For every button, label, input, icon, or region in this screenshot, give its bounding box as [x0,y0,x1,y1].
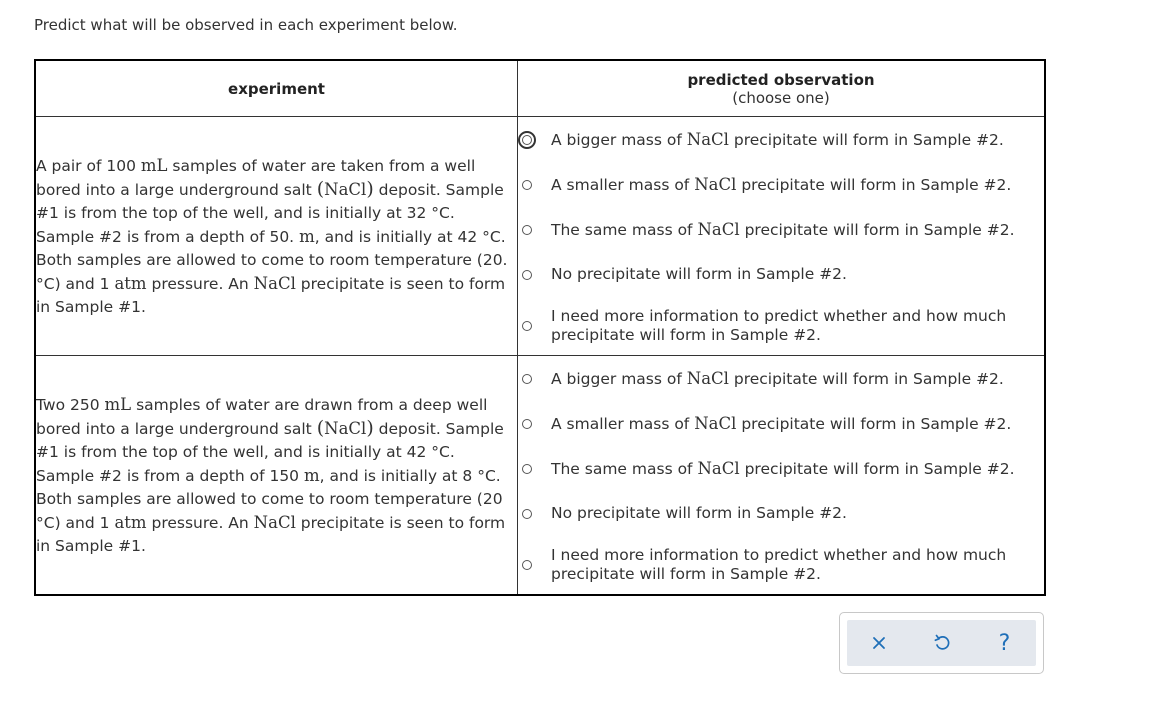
header-observation-subtitle: (choose one) [732,88,830,107]
paren-left: ( [316,416,325,439]
experiment-description-1 [35,117,518,356]
desc-text: pressure. An [151,513,249,532]
radio-button[interactable] [522,374,532,384]
option-label: A smaller mass of NaCl precipitate will form in Sample #2. [551,174,1012,194]
chem-nacl: NaCl [324,179,367,199]
radio-button[interactable] [522,509,532,519]
chem-nacl: NaCl [253,273,296,293]
radio-button[interactable] [522,180,532,190]
experiment-row-2 [35,356,1045,596]
answer-toolbar [839,612,1044,674]
option-need-more-info[interactable] [518,536,1044,594]
option-label: I need more information to predict whether and how much precipitate will form in Sample #2. [551,546,1007,583]
option-label: No precipitate will form in Sample #2. [551,265,847,283]
option-need-more-info[interactable] [518,297,1044,355]
header-experiment: experiment [35,60,518,117]
unit-atm: atm [114,273,147,293]
chem-nacl: NaCl [324,418,367,438]
option-smaller-mass[interactable] [518,401,1044,446]
help-icon: ? [998,630,1011,656]
desc-text: A pair of 100 [36,156,136,175]
unit-ml: mL [104,394,132,414]
desc-text: samples of water are taken from a well bored into a large underground salt [36,156,476,199]
question-prompt: Predict what will be observed in each experiment below. [34,16,458,34]
desc-text: samples of water are drawn from a deep well bored into a large underground salt [36,395,488,438]
options-group-2 [518,356,1046,596]
option-no-precipitate[interactable] [518,252,1044,297]
toolbar-inner [847,620,1036,666]
clear-button[interactable] [859,623,899,663]
help-button[interactable] [985,623,1025,663]
option-bigger-mass[interactable] [518,356,1044,401]
header-observation [518,60,1046,117]
radio-button[interactable] [522,225,532,235]
option-label: No precipitate will form in Sample #2. [551,504,847,522]
radio-button[interactable] [522,321,532,331]
desc-text: , and is initially at 8 °C. Both samples are allowed to come to room temperature (20 °C) and 1 [36,466,503,532]
option-label: I need more information to predict whether and how much precipitate will form in Sample #2. [551,307,1007,344]
desc-text: deposit. Sample #1 is from the top of the well, and is initially at 42 °C. Sample #2 is from a depth of 150 [36,419,504,485]
unit-m: m [303,465,320,485]
close-icon [872,636,886,650]
experiment-description-2 [35,356,518,596]
radio-button[interactable] [522,560,532,570]
option-smaller-mass[interactable] [518,162,1044,207]
option-label: A smaller mass of NaCl precipitate will form in Sample #2. [551,413,1012,433]
unit-ml: mL [140,155,168,175]
options-group-1 [518,117,1046,356]
unit-m: m [299,226,315,246]
option-label: The same mass of NaCl precipitate will form in Sample #2. [551,458,1015,478]
option-label: The same mass of NaCl precipitate will form in Sample #2. [551,219,1015,239]
experiment-row-1 [35,117,1045,356]
desc-text: precipitate is seen to form in Sample #1. [36,513,506,555]
radio-button[interactable] [518,131,536,149]
radio-button[interactable] [522,419,532,429]
radio-button[interactable] [522,464,532,474]
desc-text: Two 250 [36,395,100,414]
desc-text: deposit. Sample #1 is from the top of the well, and is initially at 32 °C. Sample #2 is from a depth of 50. [36,180,504,246]
undo-icon [933,634,951,652]
option-same-mass[interactable] [518,207,1044,252]
radio-button[interactable] [522,270,532,280]
undo-button[interactable] [922,623,962,663]
header-observation-title: predicted observation [687,70,875,89]
experiment-table [34,59,1046,596]
chem-nacl: NaCl [253,512,296,532]
paren-left: ( [316,177,325,200]
desc-text: pressure. An [151,274,249,293]
option-label: A bigger mass of NaCl precipitate will form in Sample #2. [551,368,1004,388]
paren-right: ) [366,416,374,439]
paren-right: ) [366,177,374,200]
option-label: A bigger mass of NaCl precipitate will form in Sample #2. [551,129,1004,149]
option-bigger-mass[interactable] [518,117,1044,162]
option-same-mass[interactable] [518,446,1044,491]
desc-text: , and is initially at 42 °C. Both samples are allowed to come to room temperature (20. °C) and 1 [36,227,508,293]
unit-atm: atm [114,512,147,532]
desc-text: precipitate is seen to form in Sample #1. [36,274,506,316]
option-no-precipitate[interactable] [518,491,1044,536]
